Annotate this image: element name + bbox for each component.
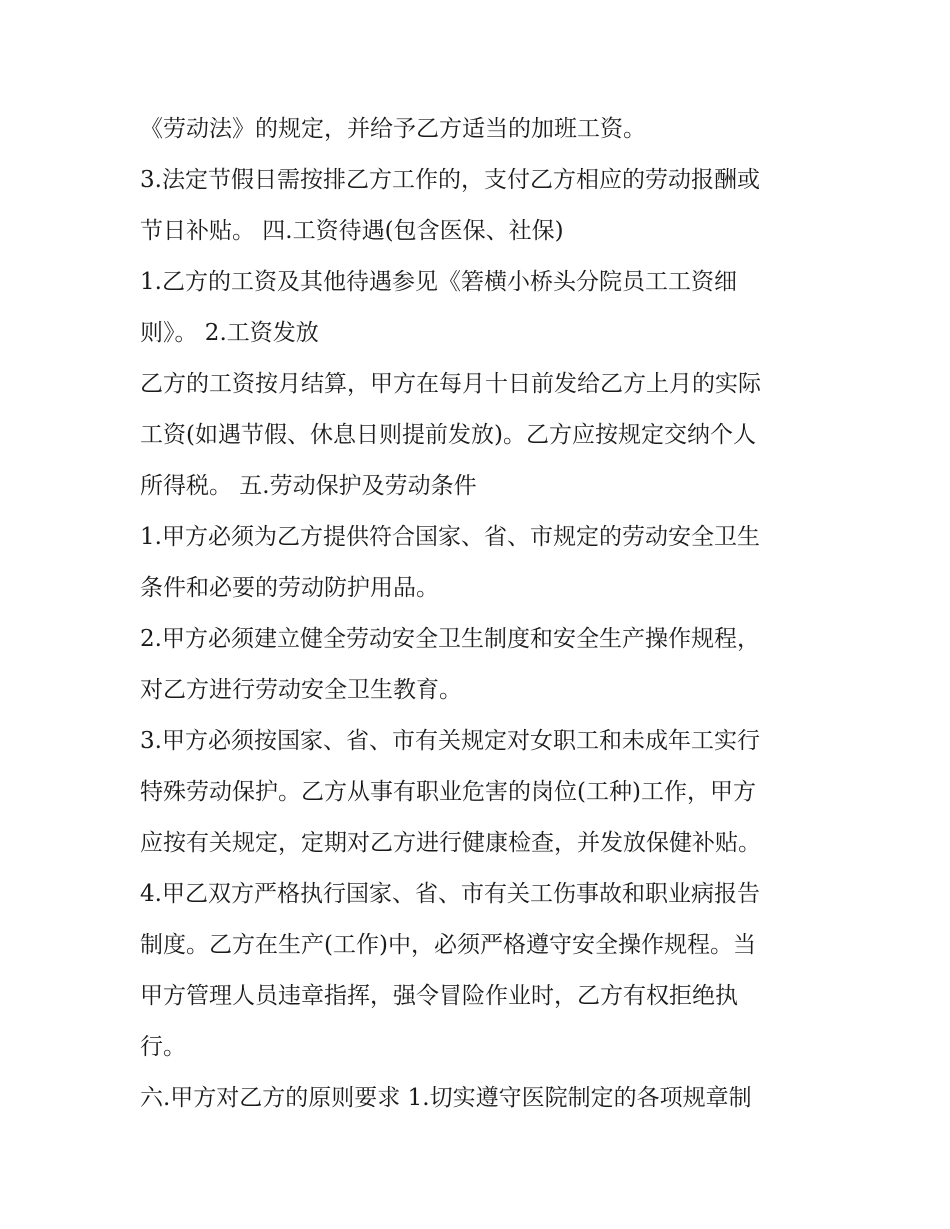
text-line: 六.甲方对乙方的原则要求 1.切实遵守医院制定的各项规章制 [140, 1085, 752, 1111]
text-line: 应按有关规定，定期对乙方进行健康检查，并发放保健补贴。 [140, 830, 761, 856]
document-body [140, 104, 830, 1124]
text-line: 乙方的工资按月结算，甲方在每月十日前发给乙方上月的实际 [140, 371, 761, 397]
text-line: 3.法定节假日需按排乙方工作的，支付乙方相应的劳动报酬或 [140, 167, 760, 193]
text-line: 1.甲方必须为乙方提供符合国家、省、市规定的劳动安全卫生 [140, 524, 760, 550]
text-line: 工资(如遇节假、休息日则提前发放)。乙方应按规定交纳个人 [140, 422, 756, 448]
text-line: 对乙方进行劳动安全卫生教育。 [140, 677, 462, 703]
text-line: 甲方管理人员违章指挥，强令冒险作业时，乙方有权拒绝执 [140, 983, 738, 1009]
text-line: 所得税。 五.劳动保护及劳动条件 [140, 473, 477, 499]
text-line: 特殊劳动保护。乙方从事有职业危害的岗位(工种)工作，甲方 [140, 779, 756, 805]
text-line: 《劳动法》的规定，并给予乙方适当的加班工资。 [140, 116, 646, 142]
text-line: 节日补贴。 四.工资待遇(包含医保、社保) [140, 218, 564, 244]
text-line: 3.甲方必须按国家、省、市有关规定对女职工和未成年工实行 [140, 728, 760, 754]
text-line: 则》。 2.工资发放 [140, 320, 319, 346]
text-line: 2.甲方必须建立健全劳动安全卫生制度和安全生产操作规程， [140, 626, 760, 652]
text-line: 1.乙方的工资及其他待遇参见《箬横小桥头分院员工工资细 [140, 269, 737, 295]
text-line: 制度。乙方在生产(工作)中，必须严格遵守安全操作规程。当 [140, 932, 756, 958]
text-line: 4.甲乙双方严格执行国家、省、市有关工伤事故和职业病报告 [140, 881, 760, 907]
text-line: 条件和必要的劳动防护用品。 [140, 575, 439, 601]
text-line: 行。 [140, 1034, 186, 1060]
